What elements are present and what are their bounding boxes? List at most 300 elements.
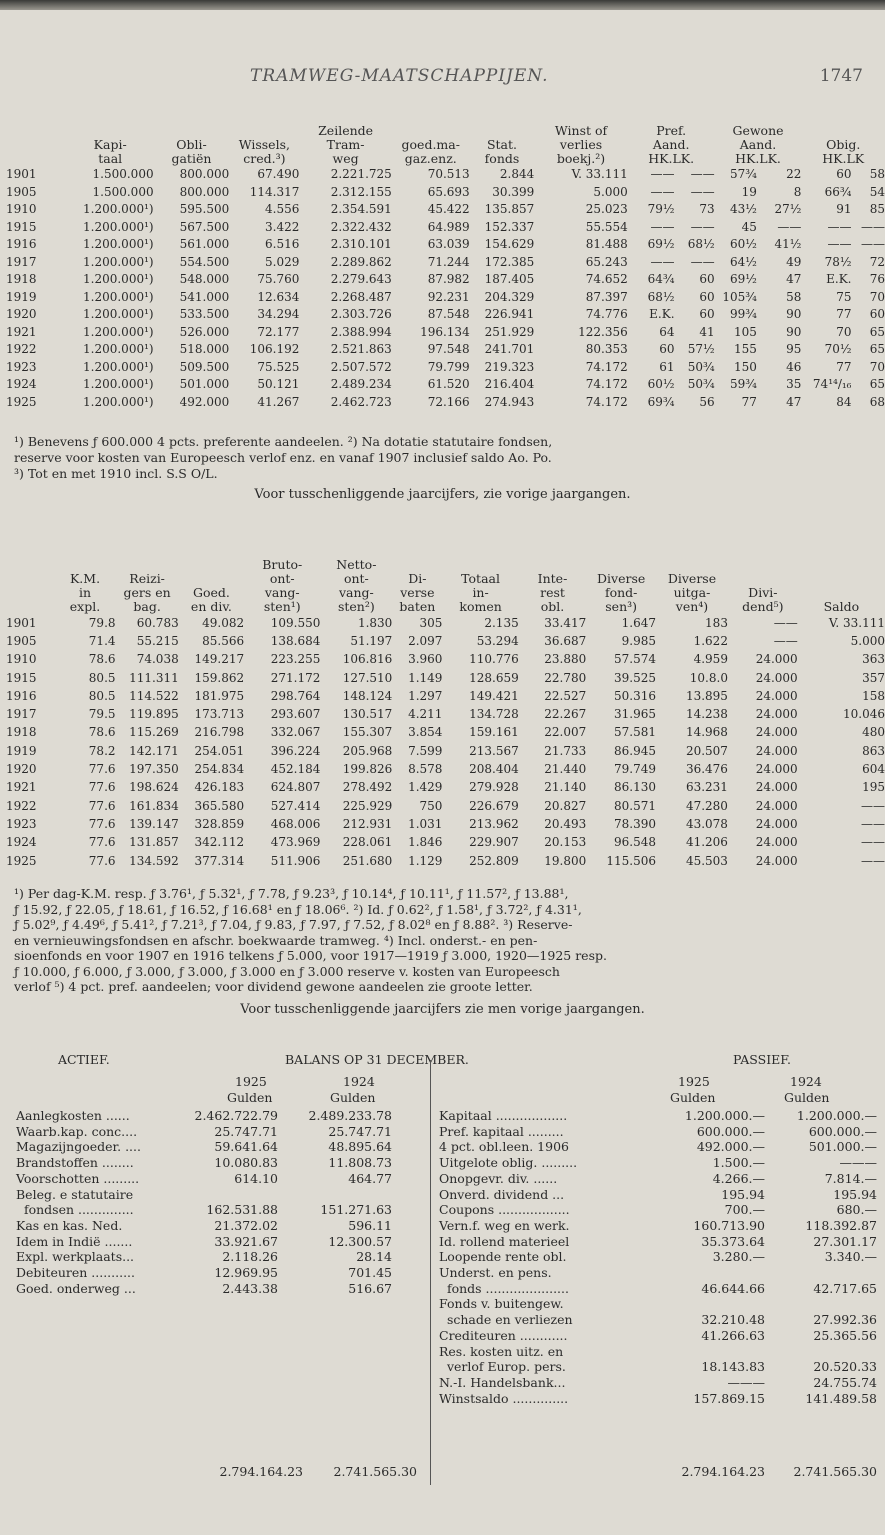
table-1-cell: 2.268.487	[330, 289, 392, 304]
table-1-cell: 567.500	[179, 219, 230, 234]
table-1-cell: 92.231	[427, 289, 470, 304]
table-1-cell: 1.200.000¹)	[83, 202, 154, 217]
table-1-cell: ——	[650, 254, 675, 269]
passief-item-1924: 1.200.000.—	[796, 1108, 877, 1123]
passief-item-1924: 501.000.—	[808, 1139, 877, 1155]
table-1-cell: 50¾	[687, 359, 715, 374]
table-2-cell: 1901	[6, 615, 37, 630]
table-2-cell: 24.000	[755, 652, 798, 667]
table-2-cell: 106.816	[342, 652, 393, 667]
passief-item-label: 4 pct. obl.leen. 1906	[439, 1139, 569, 1155]
table-2-header-cell: Divi- dend⁵)	[742, 585, 784, 614]
table-2-cell: 21.440	[544, 762, 587, 777]
passief-total-1925: 2.794.164.23	[681, 1464, 765, 1479]
table-2-cell: 1916	[6, 688, 37, 703]
table-1-cell: 2.221.725	[330, 167, 392, 182]
table-2-cell: 205.968	[342, 743, 393, 758]
table-2-cell: 24.000	[755, 707, 798, 722]
passief-item-1925: 195.94	[721, 1186, 765, 1202]
table-2-row	[0, 724, 885, 742]
table-1-cell: 1924	[6, 377, 37, 392]
table-2-cell: 41.206	[685, 835, 728, 850]
table-1-header-cell: Obig. HK.LK	[822, 137, 865, 166]
passief-item-1924: 680.—	[836, 1202, 877, 1218]
table-2-cell: 473.969	[270, 835, 321, 850]
table-1-cell: 30.399	[492, 184, 535, 199]
table-1-cell: 69½	[647, 237, 675, 252]
table-1-cell: 43½	[729, 202, 757, 217]
table-1-cell: 187.405	[484, 272, 535, 287]
table-2-cell: 77.6	[88, 835, 116, 850]
table-2-header-cell: Totaal in- komen	[459, 571, 502, 614]
table-1-cell: ——	[690, 167, 715, 182]
table-2-footnote: verlof ⁵) 4 pct. pref. aandeelen; voor dividend gewone aandeelen zie groote letter.	[14, 979, 533, 994]
actief-item-1925: 2.462.722.79	[194, 1108, 278, 1123]
table-1-cell: 226.941	[484, 307, 535, 322]
passief-item-1924: 27.301.17	[813, 1233, 877, 1249]
right-year-1924: 1924	[790, 1074, 822, 1089]
table-1-cell: 63.039	[427, 237, 470, 252]
passief-item-label: Pref. kapitaal .........	[439, 1123, 564, 1139]
table-1-cell: 75	[836, 289, 852, 304]
table-1-cell: 533.500	[179, 307, 230, 322]
table-2-header-cell: Di- verse baten	[399, 571, 436, 614]
table-1-cell: 1.200.000¹)	[83, 272, 154, 287]
table-1-cell: 22	[786, 167, 802, 182]
table-1-cell: 492.000	[179, 394, 230, 409]
passief-item-1924: 25.365.56	[813, 1327, 877, 1343]
scan-top-edge	[0, 0, 885, 10]
table-1-cell: 74.172	[585, 394, 628, 409]
table-1-header-cell: goed.ma- gaz.enz.	[401, 137, 460, 166]
table-2-cell: 1925	[6, 853, 37, 868]
passief-item-1924: 141.489.58	[805, 1390, 877, 1406]
table-2-header-cell: Goed. en div.	[190, 585, 232, 614]
table-1-cell: 79½	[647, 202, 675, 217]
table-2-cell: 63.231	[685, 780, 728, 795]
table-2-cell: 31.965	[614, 707, 657, 722]
table-1-cell: 2.844	[499, 167, 535, 182]
table-2-cell: 138.684	[270, 633, 321, 648]
actief-item-1925: 162.531.88	[206, 1202, 278, 1218]
table-2-cell: 22.007	[544, 725, 587, 740]
table-1-cell: 800.000	[179, 184, 230, 199]
table-1-cell: 554.500	[179, 254, 230, 269]
table-2-cell: ——	[861, 853, 885, 868]
table-2-cell: 1.297	[408, 688, 443, 703]
table-2-cell: 216.798	[194, 725, 245, 740]
table-2-cell: 14.968	[685, 725, 728, 740]
table-2-cell: 7.599	[408, 743, 443, 758]
table-1-cell: 70.513	[427, 167, 470, 182]
passief-item-1925: 1.200.000.—	[684, 1108, 765, 1123]
table-1-cell: 64.989	[427, 219, 470, 234]
table-1-header-year	[0, 108, 67, 166]
table-2-cell: 159.862	[194, 670, 245, 685]
table-2-cell: 149.421	[469, 688, 519, 703]
table-1-cell: 155	[733, 342, 757, 357]
table-1-cell: 90	[786, 307, 802, 322]
table-1-cell: ——	[690, 219, 715, 234]
table-2-cell: 254.834	[194, 762, 245, 777]
table-1-cell: 4.556	[265, 202, 300, 217]
table-2-cell: 109.550	[270, 615, 321, 630]
table-2-cell: 1917	[6, 707, 37, 722]
table-2-cell: 8.578	[408, 762, 443, 777]
page-header	[0, 66, 885, 90]
table-2-cell: 226.679	[469, 798, 519, 813]
table-1-cell: 80.353	[585, 342, 628, 357]
table-2-cell: 208.404	[469, 762, 519, 777]
table-1-cell: 64	[659, 324, 675, 339]
table-2-cell: 377.314	[194, 853, 245, 868]
table-1-cell: 241.701	[484, 342, 535, 357]
table-1-cell: 2.489.234	[330, 377, 392, 392]
actief-item-label: Aanlegkosten ......	[16, 1108, 130, 1123]
table-2-cell: 20.507	[685, 743, 728, 758]
table-2-cell: 134.592	[129, 853, 179, 868]
table-1-cell: 3.422	[265, 219, 300, 234]
table-1-cell: 41	[699, 324, 715, 339]
table-2-cell: 80.5	[88, 670, 116, 685]
table-1-cell: 95	[786, 342, 802, 357]
passief-total-1924: 2.741.565.30	[793, 1464, 877, 1479]
table-2-cell: 36.476	[685, 762, 728, 777]
table-1-cell: 1916	[6, 237, 37, 252]
actief-item-label: Goed. onderweg ...	[16, 1280, 136, 1296]
table-2-cell: 2.135	[484, 615, 519, 630]
table-1-cell: 99¾	[729, 307, 757, 322]
table-2-cell: ——	[773, 633, 798, 648]
passief-item-label: Res. kosten uitz. en	[439, 1343, 564, 1359]
table-1-cell: 1.200.000¹)	[83, 377, 154, 392]
table-2-cell: 19.800	[544, 853, 587, 868]
actief-total-1924: 2.741.565.30	[333, 1464, 417, 1479]
passief-item-1924: 600.000.—	[808, 1123, 877, 1139]
passief-item-label: Onverd. dividend ...	[439, 1186, 565, 1202]
table-2-cell: 24.000	[755, 780, 798, 795]
table-1-cell: 60	[836, 167, 852, 182]
left-year-1924: 1924	[343, 1074, 375, 1089]
table-1-cell: 2.507.572	[330, 359, 392, 374]
table-2-cell: 119.895	[129, 707, 179, 722]
left-year-1925: 1925	[235, 1074, 267, 1089]
table-1-cell: 64½	[729, 254, 757, 269]
actief-heading: ACTIEF.	[58, 1052, 110, 1067]
table-1-cell: ——	[650, 184, 675, 199]
table-2-cell: 130.517	[342, 707, 393, 722]
table-1-cell: 45	[741, 219, 757, 234]
table-1-cell: 1.200.000¹)	[83, 342, 154, 357]
table-2-cell: 79.5	[88, 707, 116, 722]
table-2-row	[0, 705, 885, 723]
table-2-cell: 22.780	[544, 670, 587, 685]
table-2-footnote: ¹) Per dag-K.M. resp. ƒ 3.76¹, ƒ 5.32¹, ƒ 7.78, ƒ 9.23³, ƒ 10.14⁴, ƒ 10.11¹, ƒ 11.57², ƒ 13.88¹,	[14, 886, 569, 901]
table-1-row	[0, 306, 885, 324]
table-2-cell: 527.414	[270, 798, 321, 813]
table-1-cell: 1.200.000¹)	[83, 254, 154, 269]
table-1-cell: 77	[741, 394, 757, 409]
passief-item-label: Vern.f. weg en werk.	[439, 1217, 570, 1233]
table-1-cell: E.K.	[649, 307, 675, 322]
table-2-cell: 1918	[6, 725, 37, 740]
table-1-cell: 87.982	[427, 272, 470, 287]
table-1-caption: Voor tusschenliggende jaarcijfers, zie vorige jaargangen.	[254, 487, 631, 502]
actief-item-1924: 701.45	[348, 1265, 392, 1280]
table-2-cell: 1.129	[408, 853, 443, 868]
table-1-row	[0, 341, 885, 359]
table-1-cell: 70	[836, 324, 852, 339]
table-1-header-cell: Kapi- taal	[93, 137, 127, 166]
table-1-cell: 548.000	[179, 272, 230, 287]
table-1-header-cell: Stat. fonds	[484, 137, 520, 166]
passief-item-label: Underst. en pens.	[439, 1265, 552, 1280]
table-1-cell: 2.521.863	[330, 342, 392, 357]
table-2-cell: 5.000	[850, 633, 885, 648]
actief-item-1925: 25.747.71	[214, 1123, 278, 1139]
table-1-cell: ——	[777, 219, 802, 234]
passief-item-1925: 157.869.15	[693, 1390, 765, 1406]
passief-item-1924: 24.755.74	[813, 1374, 877, 1390]
table-2-row	[0, 834, 885, 852]
table-2-cell: 13.895	[685, 688, 728, 703]
passief-item-1924: 7.814.—	[824, 1170, 877, 1186]
table-2-cell: 223.255	[270, 652, 321, 667]
table-1-cell: 65.693	[427, 184, 470, 199]
table-2-cell: 2.097	[408, 633, 443, 648]
table-1-cell: 2.354.591	[330, 202, 392, 217]
table-1-row	[0, 289, 885, 307]
actief-item-1925: 21.372.02	[214, 1217, 278, 1233]
table-1-cell: 1918	[6, 272, 37, 287]
table-2-cell: 159.161	[469, 725, 519, 740]
passief-item-1925: ———	[727, 1374, 765, 1390]
table-2-cell: 14.238	[685, 707, 728, 722]
table-1-cell: 1920	[6, 307, 37, 322]
table-1-cell: 2.303.726	[330, 307, 392, 322]
table-1-cell: 561.000	[179, 237, 230, 252]
table-2-cell: 1.647	[621, 615, 657, 630]
passief-item-label: Fonds v. buitengew.	[439, 1296, 564, 1312]
table-2-cell: 426.183	[194, 780, 245, 795]
table-2-cell: 1.830	[357, 615, 393, 630]
actief-item-1924: 2.489.233.78	[308, 1108, 392, 1123]
table-2-cell: 110.776	[469, 652, 519, 667]
table-2-row	[0, 742, 885, 760]
actief-item-1924: 596.11	[348, 1217, 392, 1233]
table-1-cell: 60	[699, 307, 715, 322]
table-1-cell: 1917	[6, 254, 37, 269]
table-2-row	[0, 614, 885, 632]
table-2-cell: 86.130	[614, 780, 657, 795]
table-2-cell: 198.624	[129, 780, 179, 795]
table-2-cell: 43.078	[685, 816, 728, 831]
table-2-cell: 480	[862, 725, 885, 740]
table-2-footnote: sioenfonds en voor 1907 en 1916 telkens ƒ 5.000, voor 1917—1919 ƒ 3.000, 1920—1925 resp.	[14, 948, 607, 963]
table-2-cell: 131.857	[129, 835, 179, 850]
passief-item-1925: 41.266.63	[701, 1327, 765, 1343]
table-2-cell: 45.503	[685, 853, 728, 868]
table-2-cell: 396.224	[270, 743, 321, 758]
table-2-cell: 47.280	[685, 798, 728, 813]
table-1-row	[0, 219, 885, 237]
table-2-cell: 271.172	[270, 670, 321, 685]
passief-item-1925: 32.210.48	[701, 1312, 765, 1328]
passief-item-1924: 42.717.65	[813, 1280, 877, 1296]
passief-item-label: Coupons ..................	[439, 1202, 570, 1218]
actief-item-1924: 151.271.63	[320, 1202, 392, 1218]
table-1-cell: 1905	[6, 184, 37, 199]
left-unit-1: Gulden	[227, 1090, 273, 1105]
table-2-footnote: ƒ 10.000, ƒ 6.000, ƒ 3.000, ƒ 3.000, ƒ 3.000 en ƒ 3.000 reserve v. kosten van Europeesch	[14, 963, 560, 979]
table-2-cell: 4.959	[693, 652, 728, 667]
table-2-row	[0, 852, 885, 870]
table-1-cell: 105	[733, 324, 757, 339]
table-2-caption: Voor tusschenliggende jaarcijfers zie men vorige jaargangen.	[240, 1002, 645, 1017]
table-2-cell: 78.2	[88, 743, 116, 758]
actief-item-label: Brandstoffen ........	[16, 1155, 134, 1171]
table-2-cell: 114.522	[129, 688, 179, 703]
table-2-cell: 213.567	[469, 743, 519, 758]
page-number: 1747	[819, 66, 863, 86]
actief-item-1925: 33.921.67	[214, 1233, 278, 1249]
table-1-cell: 501.000	[179, 377, 230, 392]
table-1-cell: 27½	[774, 202, 802, 217]
table-1-header-row	[0, 108, 885, 166]
table-2-cell: 77.6	[88, 780, 116, 795]
passief-item-label: fonds .....................	[439, 1280, 569, 1296]
table-2-cell: 111.311	[129, 670, 179, 685]
table-2-footnote: ƒ 15.92, ƒ 22.05, ƒ 18.61, ƒ 16.52, ƒ 16.68¹ en ƒ 18.06⁶. ²) Id. ƒ 0.62², ƒ 1.58¹, ƒ 3.72², ƒ 4.31¹,	[14, 901, 582, 917]
passief-item-1924: 27.992.36	[813, 1312, 877, 1328]
table-1-cell: 216.404	[484, 377, 535, 392]
table-1-cell: ——	[827, 237, 852, 252]
table-2-cell: 24.000	[755, 798, 798, 813]
table-1-row	[0, 254, 885, 272]
table-1-cell: 509.500	[179, 359, 230, 374]
table-2-cell: 181.975	[194, 688, 245, 703]
table-2-cell: 24.000	[755, 762, 798, 777]
table-1-cell: 196.134	[420, 324, 470, 339]
passief-item-1925: 1.500.—	[712, 1155, 765, 1171]
passief-item-1925: 492.000.—	[696, 1139, 765, 1155]
actief-item-1924: 12.300.57	[328, 1233, 392, 1249]
table-2-cell: 36.687	[544, 633, 587, 648]
table-2-cell: 1.031	[408, 816, 443, 831]
table-1-header-cell: Gewone Aand. HK.LK.	[732, 123, 784, 166]
table-2-cell: 4.211	[408, 707, 443, 722]
table-1-cell: 67.490	[257, 167, 300, 182]
table-1-cell: 85	[869, 202, 885, 217]
table-2-cell: 213.962	[469, 816, 519, 831]
passief-item-label: Winstsaldo ..............	[439, 1390, 569, 1406]
table-2-cell: 57.574	[614, 652, 657, 667]
table-1-cell: 60½	[729, 237, 757, 252]
actief-item-1925: 59.641.64	[214, 1139, 278, 1155]
table-1-cell: 8	[793, 184, 802, 199]
table-1-cell: 61	[659, 359, 675, 374]
table-1-cell: 60	[659, 342, 675, 357]
table-2-cell: 115.269	[129, 725, 179, 740]
table-1-cell: 72	[869, 254, 885, 269]
actief-item-1925: 2.443.38	[222, 1280, 278, 1296]
table-1-cell: 106.192	[249, 342, 300, 357]
table-2-cell: 24.000	[755, 743, 798, 758]
table-1-cell: 1925	[6, 394, 37, 409]
table-1-cell: ——	[827, 219, 852, 234]
table-1-cell: 41.267	[257, 394, 300, 409]
table-2-cell: 228.061	[342, 835, 393, 850]
table-1-cell: 70½	[824, 342, 852, 357]
table-2-cell: 60.783	[136, 615, 179, 630]
table-2-cell: 158	[862, 688, 885, 703]
table-1-cell: 76	[869, 272, 885, 287]
table-1-cell: 47	[786, 394, 802, 409]
actief-item-label: fondsen ..............	[16, 1202, 134, 1218]
table-1-cell: 57¾	[729, 167, 757, 182]
table-1-cell: 518.000	[179, 342, 230, 357]
actief-item-1924: 48.895.64	[328, 1139, 392, 1155]
left-unit-2: Gulden	[330, 1090, 376, 1105]
table-1-cell: 219.323	[484, 359, 535, 374]
table-2-row	[0, 669, 885, 687]
table-1-cell: 1923	[6, 359, 37, 374]
table-2-cell: 452.184	[270, 762, 321, 777]
table-2-row	[0, 779, 885, 797]
table-2-cell: 20.493	[544, 816, 587, 831]
table-1-cell: 1.500.000	[92, 167, 154, 182]
table-1-cell: 74.172	[585, 377, 628, 392]
table-2-row	[0, 760, 885, 778]
table-2-cell: 77.6	[88, 853, 116, 868]
right-unit-1: Gulden	[670, 1090, 716, 1105]
table-1-cell: 19	[741, 184, 757, 199]
table-2-cell: 3.960	[408, 652, 443, 667]
table-1-cell: 79.799	[427, 359, 470, 374]
table-1-cell: 5.000	[593, 184, 628, 199]
table-1-row	[0, 394, 885, 412]
table-2-cell: 9.985	[621, 633, 657, 648]
table-1-cell: 87.548	[427, 307, 470, 322]
table-2-cell: 863	[862, 743, 885, 758]
table-1-cell: 154.629	[484, 237, 535, 252]
actief-item-1924: 25.747.71	[328, 1123, 392, 1139]
table-2-row	[0, 687, 885, 705]
table-1-footnote: ¹) Benevens ƒ 600.000 4 pcts. preferente aandeelen. ²) Na dotatie statutaire fondsen,	[14, 434, 553, 449]
table-1-cell: 75.525	[257, 359, 300, 374]
table-1-cell: 68½	[687, 237, 715, 252]
passief-item-1925: 700.—	[724, 1202, 765, 1218]
passief-item-label: Uitgelote oblig. .........	[439, 1155, 578, 1171]
table-1-row	[0, 359, 885, 377]
table-1-cell: 1.200.000¹)	[83, 394, 154, 409]
balance-title: BALANS OP 31 DECEMBER.	[285, 1052, 469, 1067]
table-2-cell: 3.854	[408, 725, 443, 740]
table-2-cell: 511.906	[270, 853, 321, 868]
table-1-cell: 61.520	[427, 377, 470, 392]
table-2-cell: 79.749	[614, 762, 657, 777]
table-2-cell: 50.316	[614, 688, 657, 703]
table-1-cell: ——	[861, 237, 885, 252]
table-2-cell: 10.046	[843, 707, 885, 722]
table-1-cell: 69¾	[647, 394, 675, 409]
passief-item-1925: 600.000.—	[696, 1123, 765, 1139]
table-2-cell: 293.607	[270, 707, 321, 722]
table-2-cell: 24.000	[755, 725, 798, 740]
table-2-cell: 1.149	[408, 670, 443, 685]
exploitation-table	[0, 540, 885, 870]
table-1-cell: 1.200.000¹)	[83, 237, 154, 252]
